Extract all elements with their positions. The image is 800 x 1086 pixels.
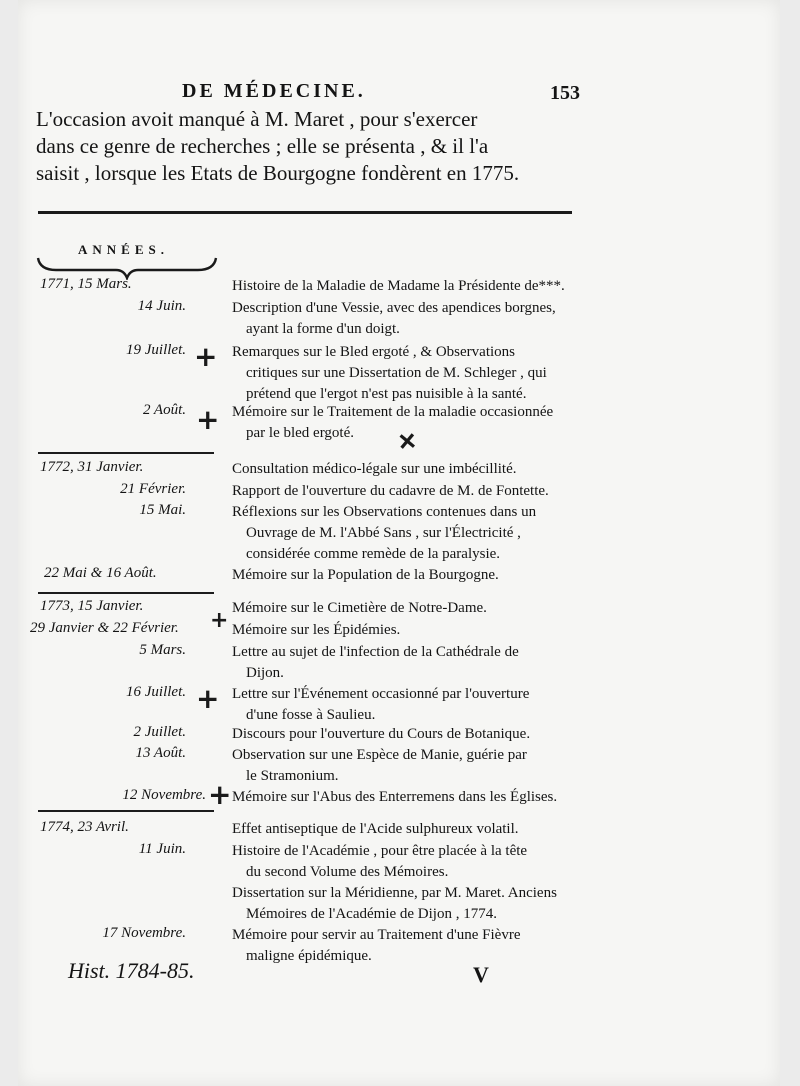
entry-date: 1773, 15 Janvier. (40, 598, 144, 614)
entry-date: 2 Août. (142, 402, 186, 418)
entry-description-line: Discours pour l'ouverture du Cours de Botanique. (232, 726, 531, 742)
signature-mark: Hist. 1784-85. (68, 958, 195, 983)
entry-date: 1771, 15 Mars. (40, 276, 132, 292)
entry-date: 13 Août. (135, 745, 186, 761)
entry-description-line: Lettre au sujet de l'infection de la Cathédrale de (232, 644, 519, 660)
entry-description (232, 883, 592, 925)
entry-description-line: Mémoire sur le Traitement de la maladie occasionnée (232, 404, 554, 420)
entry-description-line: Dissertation sur la Méridienne, par M. Maret. Anciens (232, 885, 557, 901)
entry-date: 1774, 23 Avril. (40, 819, 129, 835)
entry-date: 17 Novembre. (102, 925, 186, 941)
year-separator (38, 810, 214, 812)
entry-description-line: considérée comme remède de la paralysie. (246, 546, 501, 562)
entry-description (232, 642, 592, 684)
entry-description-line: Observation sur une Espèce de Manie, guérie par (232, 747, 527, 763)
entry-description-line: Effet antiseptique de l'Acide sulphureux volatil. (232, 821, 519, 837)
years-column-heading: ANNÉES. (78, 242, 169, 257)
entry-date: 21 Février. (120, 481, 186, 497)
entry-description-line: d'une fosse à Saulieu. (246, 707, 376, 723)
entry-date: 11 Juin. (138, 841, 186, 857)
entry-date: 5 Mars. (139, 642, 186, 658)
handwritten-cross-mark: + (388, 420, 428, 461)
handwritten-cross-mark: + (196, 682, 220, 715)
entry-description-line: Lettre sur l'Événement occasionné par l'ouverture (232, 686, 530, 702)
entry-description (232, 342, 592, 405)
entry-description-line: ayant la forme d'un doigt. (246, 321, 400, 337)
handwritten-cross-mark: + (210, 608, 229, 633)
year-separator (38, 592, 214, 594)
entry-description (232, 598, 592, 619)
entry-date: 16 Juillet. (126, 684, 186, 700)
entry-description (232, 684, 592, 726)
intro-line: dans ce genre de recherches ; elle se présenta , & il l'a (36, 134, 489, 158)
entry-description-line: critiques sur une Dissertation de M. Schleger , qui (246, 365, 547, 381)
entry-description-line: Réflexions sur les Observations contenues dans un (232, 504, 537, 520)
entry-date: 12 Novembre. (122, 787, 206, 803)
entry-description-line: Consultation médico-légale sur une imbécillité. (232, 461, 517, 477)
entry-description (232, 502, 592, 565)
book-page (18, 0, 780, 1086)
entry-description (232, 276, 592, 297)
entry-description (232, 620, 592, 641)
entry-description-line: Rapport de l'ouverture du cadavre de M. de Fontette. (232, 483, 549, 499)
entry-description (232, 787, 592, 808)
entry-description-line: Mémoire sur l'Abus des Enterremens dans les Églises. (232, 789, 558, 805)
intro-line: L'occasion avoit manqué à M. Maret , pour s'exercer (36, 107, 478, 131)
entry-date: 19 Juillet. (126, 342, 186, 358)
entry-description-line: le Stramonium. (246, 768, 339, 784)
entry-description (232, 724, 592, 745)
handwritten-cross-mark: + (196, 403, 220, 436)
entry-date: 22 Mai & 16 Août. (44, 565, 157, 581)
intro-line: saisit , lorsque les Etats de Bourgogne fondèrent en 1775. (36, 161, 520, 185)
entry-date: 2 Juillet. (133, 724, 186, 740)
entry-description-line: Dijon. (246, 665, 284, 681)
entry-description (232, 298, 592, 340)
entry-date: 1772, 31 Janvier. (40, 459, 144, 475)
entry-description (232, 459, 592, 480)
signature-letter: V (473, 962, 489, 987)
entry-date: 15 Mai. (139, 502, 186, 518)
entry-description-line: Mémoire sur la Population de la Bourgogne. (232, 567, 499, 583)
entry-description-line: Histoire de la Maladie de Madame la Présidente de***. (232, 278, 565, 294)
page-number: 153 (550, 82, 580, 104)
entry-description-line: Mémoire pour servir au Traitement d'une Fièvre (232, 927, 521, 943)
entry-description (232, 819, 592, 840)
handwritten-cross-mark: + (194, 340, 218, 373)
entry-description (232, 481, 592, 502)
entry-description-line: Mémoires de l'Académie de Dijon , 1774. (246, 906, 497, 922)
entry-description-line: Ouvrage de M. l'Abbé Sans , sur l'Électricité , (246, 525, 521, 541)
entry-description (232, 841, 592, 883)
entry-description-line: Mémoire sur le Cimetière de Notre-Dame. (232, 600, 487, 616)
entry-date: 29 Janvier & 22 Février. (30, 620, 179, 636)
entry-description-line: maligne épidémique. (246, 948, 372, 964)
section-rule (38, 211, 572, 214)
entry-description (232, 925, 592, 967)
entry-description-line: Description d'une Vessie, avec des apendices borgnes, (232, 300, 556, 316)
entry-description-line: par le bled ergoté. (246, 425, 355, 441)
entry-description-line: Mémoire sur les Épidémies. (232, 622, 401, 638)
entry-description-line: prétend que l'ergot n'est pas nuisible à la santé. (246, 386, 527, 402)
entry-description (232, 565, 592, 586)
entry-description-line: du second Volume des Mémoires. (246, 864, 449, 880)
year-separator (38, 452, 214, 454)
running-title: DE MÉDECINE. (182, 80, 366, 102)
handwritten-cross-mark: + (208, 778, 232, 811)
entry-description-line: Histoire de l'Académie , pour être placée à la tête (232, 843, 528, 859)
intro-paragraph (36, 106, 616, 187)
entry-date: 14 Juin. (137, 298, 186, 314)
entry-description (232, 745, 592, 787)
entry-description-line: Remarques sur le Bled ergoté , & Observations (232, 344, 515, 360)
